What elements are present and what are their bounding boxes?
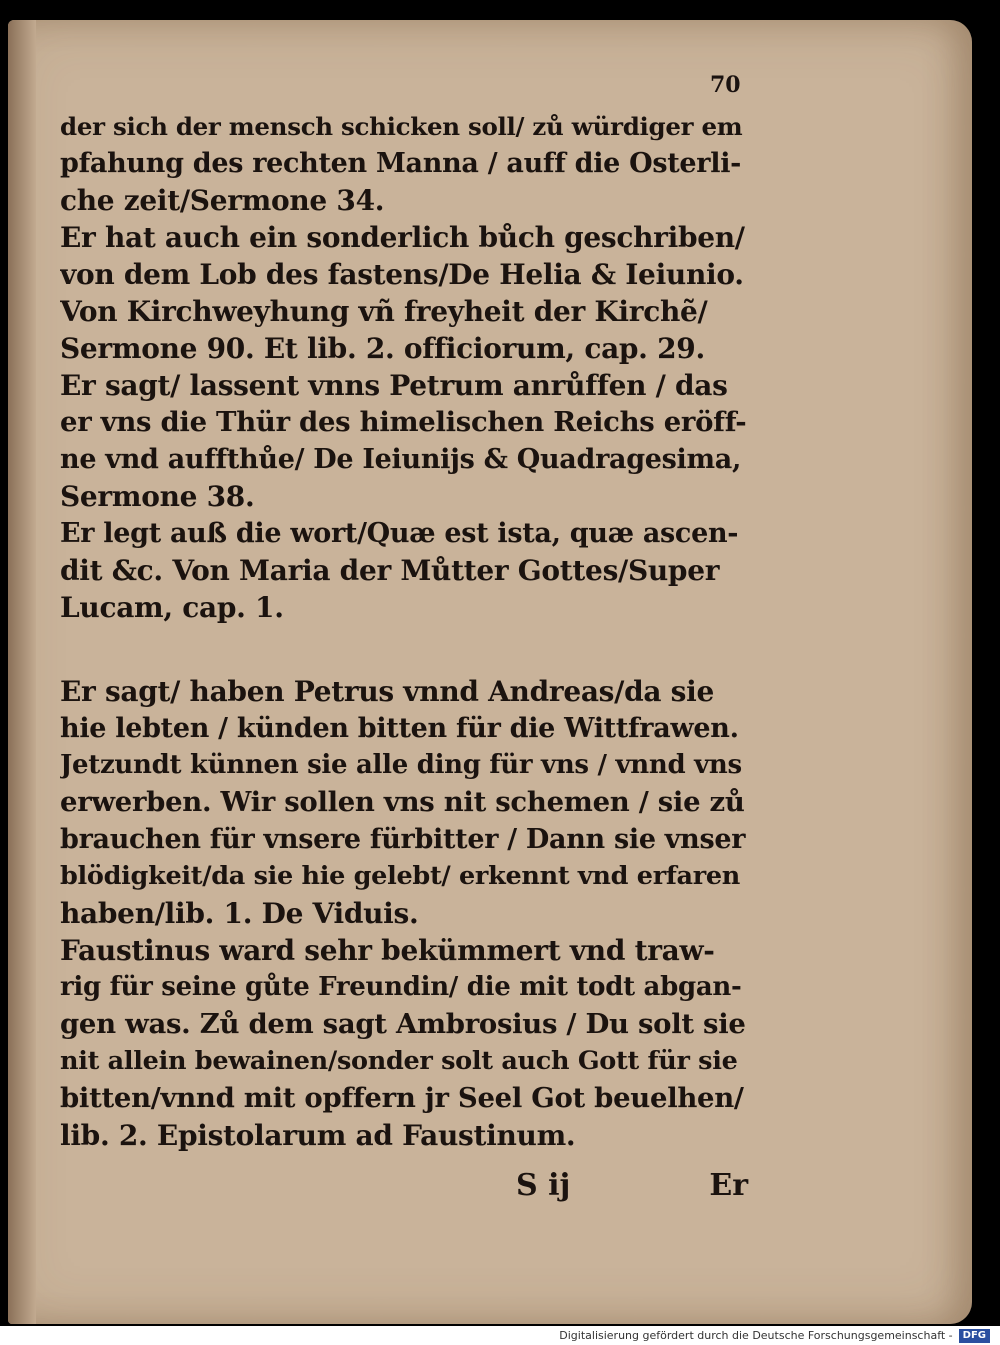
paragraph-5 [60, 515, 750, 626]
text-line: rig für seine gůte Freundin/ die mit todt abgan- [60, 972, 742, 1002]
page-text [60, 108, 750, 1154]
text-line: dit &c. Von Maria der Můtter Gottes/Super [60, 554, 720, 587]
footer-credit-text: Digitalisierung gefördert durch die Deutsche Forschungsgemeinschaft - [559, 1329, 953, 1342]
text-line: Sermone 38. [60, 480, 255, 513]
text-line: pfahung des rechten Manna / auff die Osterli- [60, 148, 742, 179]
text-line: Faustinus ward sehr bekümmert vnd traw- [60, 934, 715, 967]
text-line: brauchen für vnsere fürbitter / Dann sie vnser [60, 824, 746, 855]
page-gutter-shadow [8, 20, 36, 1324]
paragraph-gap [60, 626, 750, 673]
paragraph-4 [60, 367, 750, 515]
signature-mark: S ij [516, 1168, 571, 1203]
text-line: haben/lib. 1. De Viduis. [60, 897, 419, 930]
text-line: Jetzundt künnen sie alle ding für vns / vnnd vns [60, 750, 742, 780]
text-line: blödigkeit/da sie hie gelebt/ erkennt vnd erfaren [60, 861, 741, 891]
dfg-logo: DFG [959, 1329, 990, 1343]
paragraph-1 [60, 108, 750, 219]
text-line: Er sagt/ lassent vnns Petrum anrůffen / das [60, 369, 728, 402]
text-line: von dem Lob des fastens/De Helia & Ieiunio. [60, 258, 744, 291]
catchword: Er [709, 1168, 748, 1203]
text-line: ne vnd auffthůe/ De Ieiunijs & Quadragesima, [60, 444, 742, 475]
digitization-footer [0, 1326, 1000, 1345]
book-page [8, 20, 972, 1324]
paragraph-6 [60, 673, 750, 932]
page-footer-marks [516, 1168, 748, 1203]
paragraph-3 [60, 293, 750, 367]
text-line: Sermone 90. Et lib. 2. officiorum, cap. 29. [60, 332, 705, 365]
text-line: che zeit/Sermone 34. [60, 184, 385, 217]
text-line: Von Kirchweyhung vñ freyheit der Kirchẽ/ [60, 295, 708, 328]
text-line: Er sagt/ haben Petrus vnnd Andreas/da sie [60, 675, 714, 708]
text-line: nit allein bewainen/sonder solt auch Gott für sie [60, 1046, 738, 1076]
text-line: Lucam, cap. 1. [60, 591, 284, 624]
folio-number: 70 [710, 72, 741, 98]
paragraph-2 [60, 219, 750, 293]
paragraph-7 [60, 932, 750, 1154]
text-line: bitten/vnnd mit opffern jr Seel Got beuelhen/ [60, 1082, 744, 1114]
text-line: Er hat auch ein sonderlich bůch geschriben/ [60, 221, 745, 254]
text-line: lib. 2. Epistolarum ad Faustinum. [60, 1119, 576, 1152]
text-line: hie lebten / künden bitten für die Wittfrawen. [60, 713, 739, 744]
text-line: Er legt auß die wort/Quæ est ista, quæ ascen- [60, 518, 739, 549]
text-line: der sich der mensch schicken soll/ zů würdiger em [60, 112, 743, 141]
text-line: erwerben. Wir sollen vns nit schemen / sie zů [60, 786, 745, 818]
text-line: er vns die Thür des himelischen Reichs eröff- [60, 406, 747, 438]
text-line: gen was. Zů dem sagt Ambrosius / Du solt sie [60, 1008, 746, 1040]
